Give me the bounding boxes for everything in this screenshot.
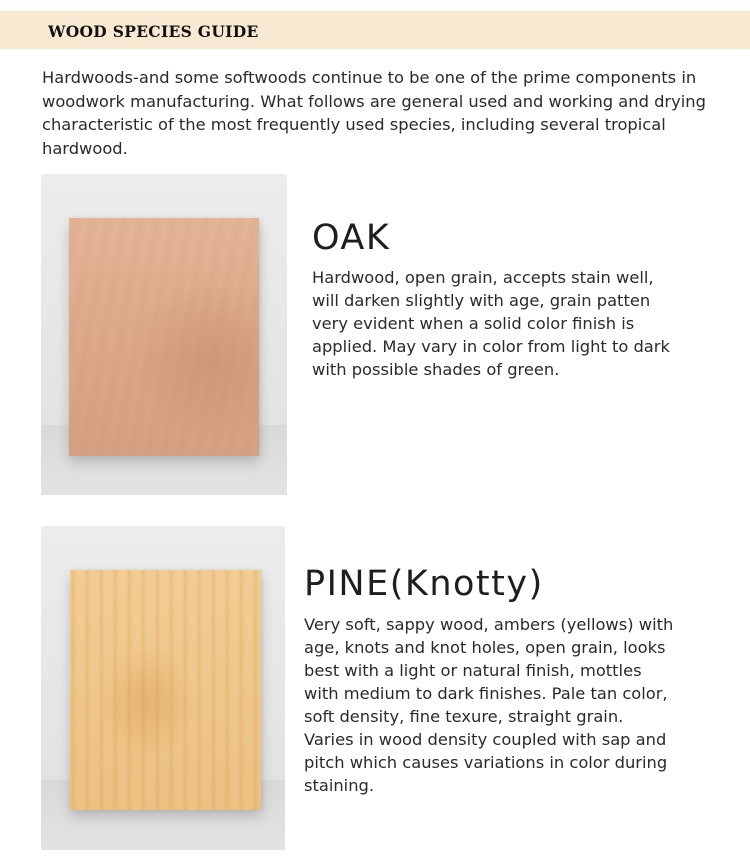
species-title-oak: OAK bbox=[312, 218, 391, 258]
pine-panel bbox=[70, 570, 261, 810]
oak-panel bbox=[69, 218, 259, 456]
intro-paragraph: Hardwoods-and some softwoods continue to be one of the prime components in woodwork manufacturing. What follows are general used and working and drying characteristic of the most frequently used species, including several tropical hardwood. bbox=[42, 68, 706, 158]
page-title: WOOD SPECIES GUIDE bbox=[48, 22, 259, 41]
species-description-pine: Very soft, sappy wood, ambers (yellows) with age, knots and knot holes, open grain, looks best with a light or natural finish, mottles with medium to dark finishes. Pale tan color, soft density, fine texure, straight grain. Varies in wood density coupled with sap and pitch which causes variations in color during staining. bbox=[304, 615, 674, 795]
pine-sample-image bbox=[41, 526, 285, 850]
species-description-oak: Hardwood, open grain, accepts stain well, will darken slightly with age, grain patten very evident when a solid color finish is applied. May vary in color from light to dark with possible shades of green. bbox=[312, 268, 670, 379]
species-title-pine: PINE(Knotty) bbox=[304, 564, 544, 604]
oak-sample-image bbox=[41, 174, 287, 495]
